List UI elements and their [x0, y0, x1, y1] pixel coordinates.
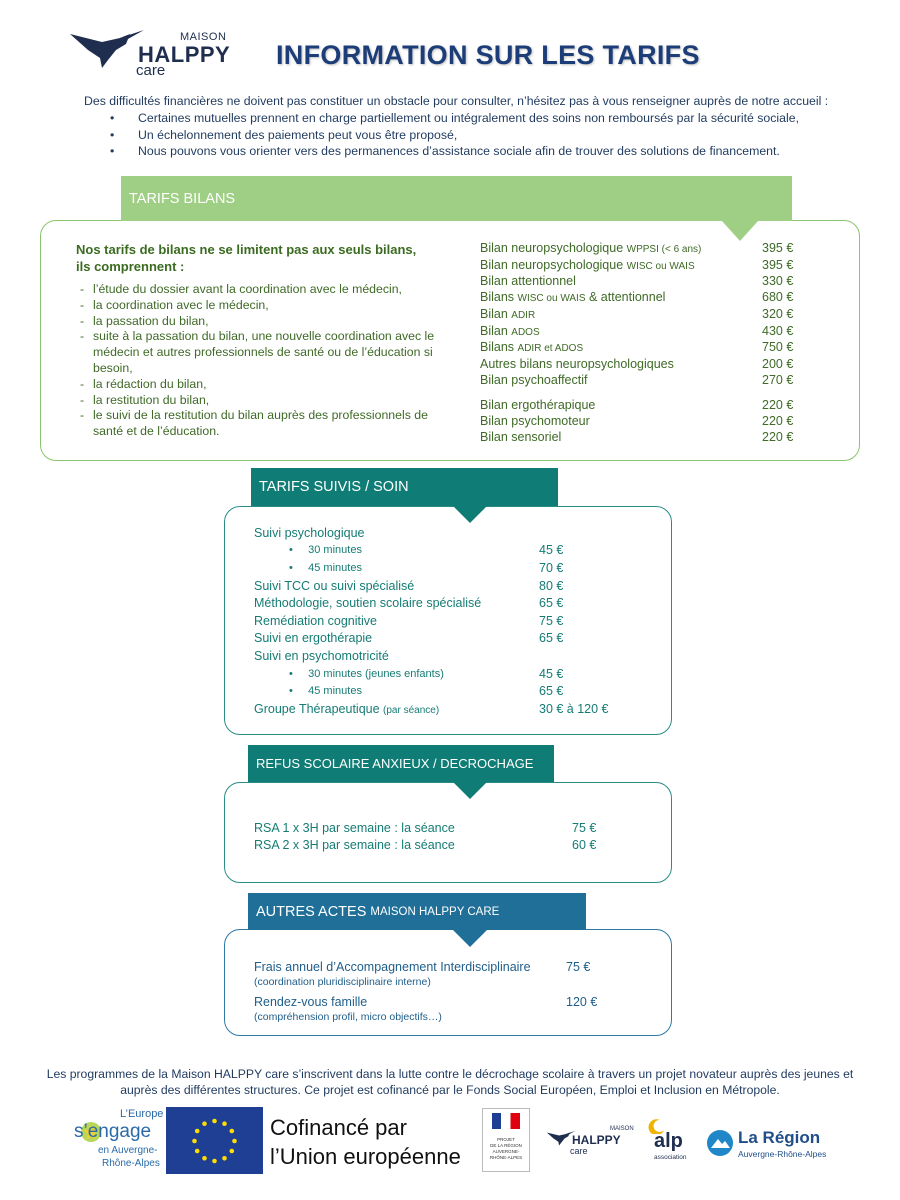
price-row [254, 837, 634, 855]
price-row [480, 274, 812, 290]
list-item: - la coordination avec le médecin, [80, 298, 435, 314]
footer-text: Les programmes de la Maison HALPPY care s’inscrivent dans la lutte contre le décrochage scolaire à travers un projet novateur auprès des jeunes et auprès des différentes structures. Ce projet est cofinancé par le Fonds Social Européen, Emploi et Inclusion en Métropole. [46, 1067, 854, 1097]
price-value: 45 € [539, 666, 564, 681]
price-value: 200 € [762, 356, 794, 371]
price-row [254, 995, 634, 1011]
price-row [480, 324, 812, 341]
price-label: RSA 1 x 3H par semaine : la séance [254, 820, 455, 835]
price-label: Bilan [480, 306, 512, 321]
bilans-banner-label: TARIFS BILANS [129, 190, 236, 207]
alp-association-logo [646, 1118, 694, 1168]
europe-sengage-logo [68, 1108, 164, 1174]
price-label: RSA 2 x 3H par semaine : la séance [254, 838, 455, 853]
price-label-detail: WISC ou WAIS [517, 293, 586, 305]
price-label: Bilan ergothérapique [480, 398, 596, 413]
price-value: 220 € [762, 429, 794, 444]
suivis-banner-pointer [452, 505, 488, 523]
price-label: Remédiation cognitive [254, 613, 377, 628]
list-item: - le suivi de la restitution du bilan auprès des professionnels de santé et de l’éducation. [80, 408, 435, 440]
autres-price-table [254, 960, 634, 1023]
price-value: 680 € [762, 290, 794, 305]
price-label: 45 minutes [308, 561, 362, 574]
price-row [480, 430, 812, 446]
price-label: Bilan [480, 323, 512, 338]
europe-sengage-line1: L’Europe [120, 1108, 164, 1120]
price-label: Bilan psychoaffectif [480, 372, 588, 387]
alp-subtitle: association [654, 1154, 687, 1161]
suivis-price-table [254, 524, 634, 718]
cofinance-text [270, 1113, 461, 1171]
price-row [480, 307, 812, 324]
price-label: Frais annuel d’Accompagnement Interdisciplinaire [254, 960, 531, 974]
bilans-banner-pointer [722, 221, 758, 241]
price-row [480, 241, 812, 258]
price-value: 60 € [572, 838, 597, 853]
bilans-banner [121, 176, 792, 221]
logo-halppy-text: HALPPY [138, 42, 231, 67]
list-item: - l’étude du dossier avant la coordination avec le médecin, [80, 282, 435, 298]
price-row [480, 398, 812, 414]
price-sublabel: (compréhension profil, micro objectifs…) [254, 1011, 442, 1023]
price-label-after: & attentionnel [585, 290, 666, 305]
price-label-detail: ADIR [511, 309, 536, 321]
price-value: 395 € [762, 257, 794, 272]
price-label: Suivi en psychomotricité [254, 648, 389, 663]
price-label-detail: (par séance) [383, 704, 440, 716]
price-row [254, 960, 634, 976]
price-label: Suivi en ergothérapie [254, 631, 373, 646]
autres-banner-label: AUTRES ACTES [256, 903, 367, 920]
price-row: • 30 minutes (jeunes enfants) 45 € [289, 666, 564, 681]
refus-banner-label: REFUS SCOLAIRE ANXIEUX / DECROCHAGE [256, 756, 534, 771]
footer-logo-maison: MAISON [610, 1126, 634, 1132]
price-row [254, 700, 634, 718]
price-value: 270 € [762, 372, 794, 387]
refus-banner [248, 745, 554, 782]
price-label: Bilans [480, 290, 518, 305]
intro-bullet: • Certaines mutuelles prennent en charge partiellement ou intégralement des soins non remboursés par la sécurité sociale, [110, 111, 799, 128]
price-value: 65 € [539, 684, 564, 699]
prefet-line2: DE LA RÉGION [490, 1143, 522, 1148]
autres-banner [248, 893, 586, 930]
price-value: 75 € [566, 960, 591, 974]
list-item: - la passation du bilan, [80, 314, 435, 330]
cofinance-line2: l’Union européenne [270, 1144, 461, 1169]
price-value: 80 € [539, 578, 564, 593]
intro-text: Des difficultés financières ne doivent pas constituer un obstacle pour consulter, n’hésitez pas à vous renseigner auprès de notre accueil : [84, 94, 829, 108]
bilans-lead-line1: Nos tarifs de bilans ne se limitent pas aux seuls bilans, [76, 242, 417, 257]
region-subtitle: Auvergne-Rhône-Alpes [738, 1149, 827, 1159]
alp-name: alp [654, 1130, 683, 1152]
price-row: • 45 minutes 65 € [289, 684, 564, 699]
price-row [254, 524, 634, 542]
price-label: 45 minutes [308, 685, 362, 698]
price-value: 220 € [762, 414, 794, 429]
intro-bullet: • Nous pouvons vous orienter vers des permanences d’assistance sociale afin de trouver des solutions de financement. [110, 144, 799, 161]
price-value: 70 € [539, 560, 564, 575]
price-row [254, 577, 634, 595]
price-value: 45 € [539, 543, 564, 558]
page-title: INFORMATION SUR LES TARIFS [276, 40, 700, 70]
price-label-detail: WPPSI (< 6 ans) [626, 244, 702, 255]
logo-care-text: care [136, 62, 166, 79]
price-label: 30 minutes [308, 544, 362, 557]
prefet-line1: PROJET [497, 1137, 515, 1142]
price-label-detail: ADOS [511, 326, 540, 338]
price-value: 75 € [572, 820, 597, 835]
bilans-lead-line2: ils comprennent : [76, 258, 185, 274]
price-label: 30 minutes (jeunes enfants) [308, 667, 444, 680]
price-label: Bilan psychomoteur [480, 414, 590, 429]
price-row [480, 373, 812, 389]
price-value: 30 € à 120 € [539, 701, 609, 716]
prefet-region-logo [482, 1108, 530, 1172]
republique-flag-icon [492, 1113, 520, 1129]
eu-flag [166, 1107, 263, 1174]
europe-sengage-line2: en Auvergne- [98, 1145, 158, 1156]
region-name: La Région [738, 1128, 821, 1147]
price-row [254, 630, 634, 648]
eu-stars-icon [166, 1107, 263, 1174]
suivis-banner-label: TARIFS SUIVIS / SOIN [259, 479, 409, 495]
region-logo [706, 1127, 836, 1163]
prefet-line3: AUVERGNE- [492, 1149, 520, 1154]
price-label-detail: ADIR et ADOS [517, 343, 584, 355]
price-row: • 30 minutes 45 € [289, 543, 564, 558]
suivis-banner [251, 468, 558, 506]
refus-price-table [254, 819, 634, 854]
price-row [480, 414, 812, 430]
bilans-price-table [480, 241, 812, 445]
price-value: 430 € [762, 323, 794, 338]
price-value: 750 € [762, 340, 794, 355]
price-value: 65 € [539, 631, 564, 646]
footer-logo-care: care [570, 1146, 588, 1156]
price-label: Suivi psychologique [254, 525, 365, 540]
price-label: Rendez-vous famille [254, 995, 368, 1009]
refus-banner-pointer [452, 781, 488, 799]
price-value: 330 € [762, 274, 794, 289]
price-row [480, 357, 812, 373]
logo-maison-text: MAISON [180, 31, 227, 43]
bilans-lead [76, 242, 416, 275]
price-label: Bilan neuropsychologique [480, 257, 627, 272]
autres-banner-pointer [452, 929, 488, 947]
price-row [254, 647, 634, 665]
price-label: Méthodologie, soutien scolaire spécialisé [254, 596, 482, 611]
price-value: 120 € [566, 995, 598, 1009]
price-row [480, 290, 812, 307]
price-row [254, 819, 634, 837]
price-label: Bilans [480, 340, 518, 355]
footer-logo-halppy: HALPPY [572, 1133, 621, 1147]
list-item: - suite à la passation du bilan, une nouvelle coordination avec le médecin et autres professionnels de santé ou de l’éducation si besoin, [80, 329, 435, 376]
price-sublabel: (coordination pluridisciplinaire interne) [254, 976, 431, 988]
price-label: Bilan sensoriel [480, 429, 562, 444]
list-item: - la restitution du bilan, [80, 393, 435, 409]
prefet-line4: RHÔNE-ALPES [489, 1155, 523, 1160]
bilans-included-list [80, 282, 435, 440]
price-label-detail: WISC ou WAIS [626, 260, 695, 272]
price-value: 395 € [762, 241, 794, 255]
price-row [480, 340, 812, 357]
intro-bullet-list [110, 111, 799, 161]
price-value: 65 € [539, 596, 564, 611]
hummingbird-icon [68, 28, 146, 74]
price-label: Groupe Thérapeutique [254, 701, 384, 716]
price-value: 75 € [539, 613, 564, 628]
europe-sengage-big: s’engage [74, 1121, 152, 1142]
price-row [254, 612, 634, 630]
cofinance-line1: Cofinancé par [270, 1115, 407, 1140]
price-value: 220 € [762, 398, 794, 413]
price-label: Bilan attentionnel [480, 274, 576, 289]
region-mountain-icon [706, 1129, 734, 1157]
europe-sengage-line3: Rhône-Alpes [102, 1158, 160, 1169]
price-label: Bilan neuropsychologique [480, 241, 627, 255]
intro-bullet: • Un échelonnement des paiements peut vous être proposé, [110, 128, 799, 145]
price-value: 320 € [762, 306, 794, 321]
halppy-care-footer-logo [546, 1126, 636, 1162]
halppy-care-logo [68, 28, 231, 80]
price-row [480, 258, 812, 275]
price-label: Autres bilans neuropsychologiques [480, 356, 674, 371]
price-row [254, 594, 634, 612]
price-row: • 45 minutes 70 € [289, 560, 564, 575]
autres-banner-sublabel: MAISON HALPPY CARE [370, 905, 500, 918]
list-item: - la rédaction du bilan, [80, 377, 435, 393]
price-label: Suivi TCC ou suivi spécialisé [254, 578, 415, 593]
